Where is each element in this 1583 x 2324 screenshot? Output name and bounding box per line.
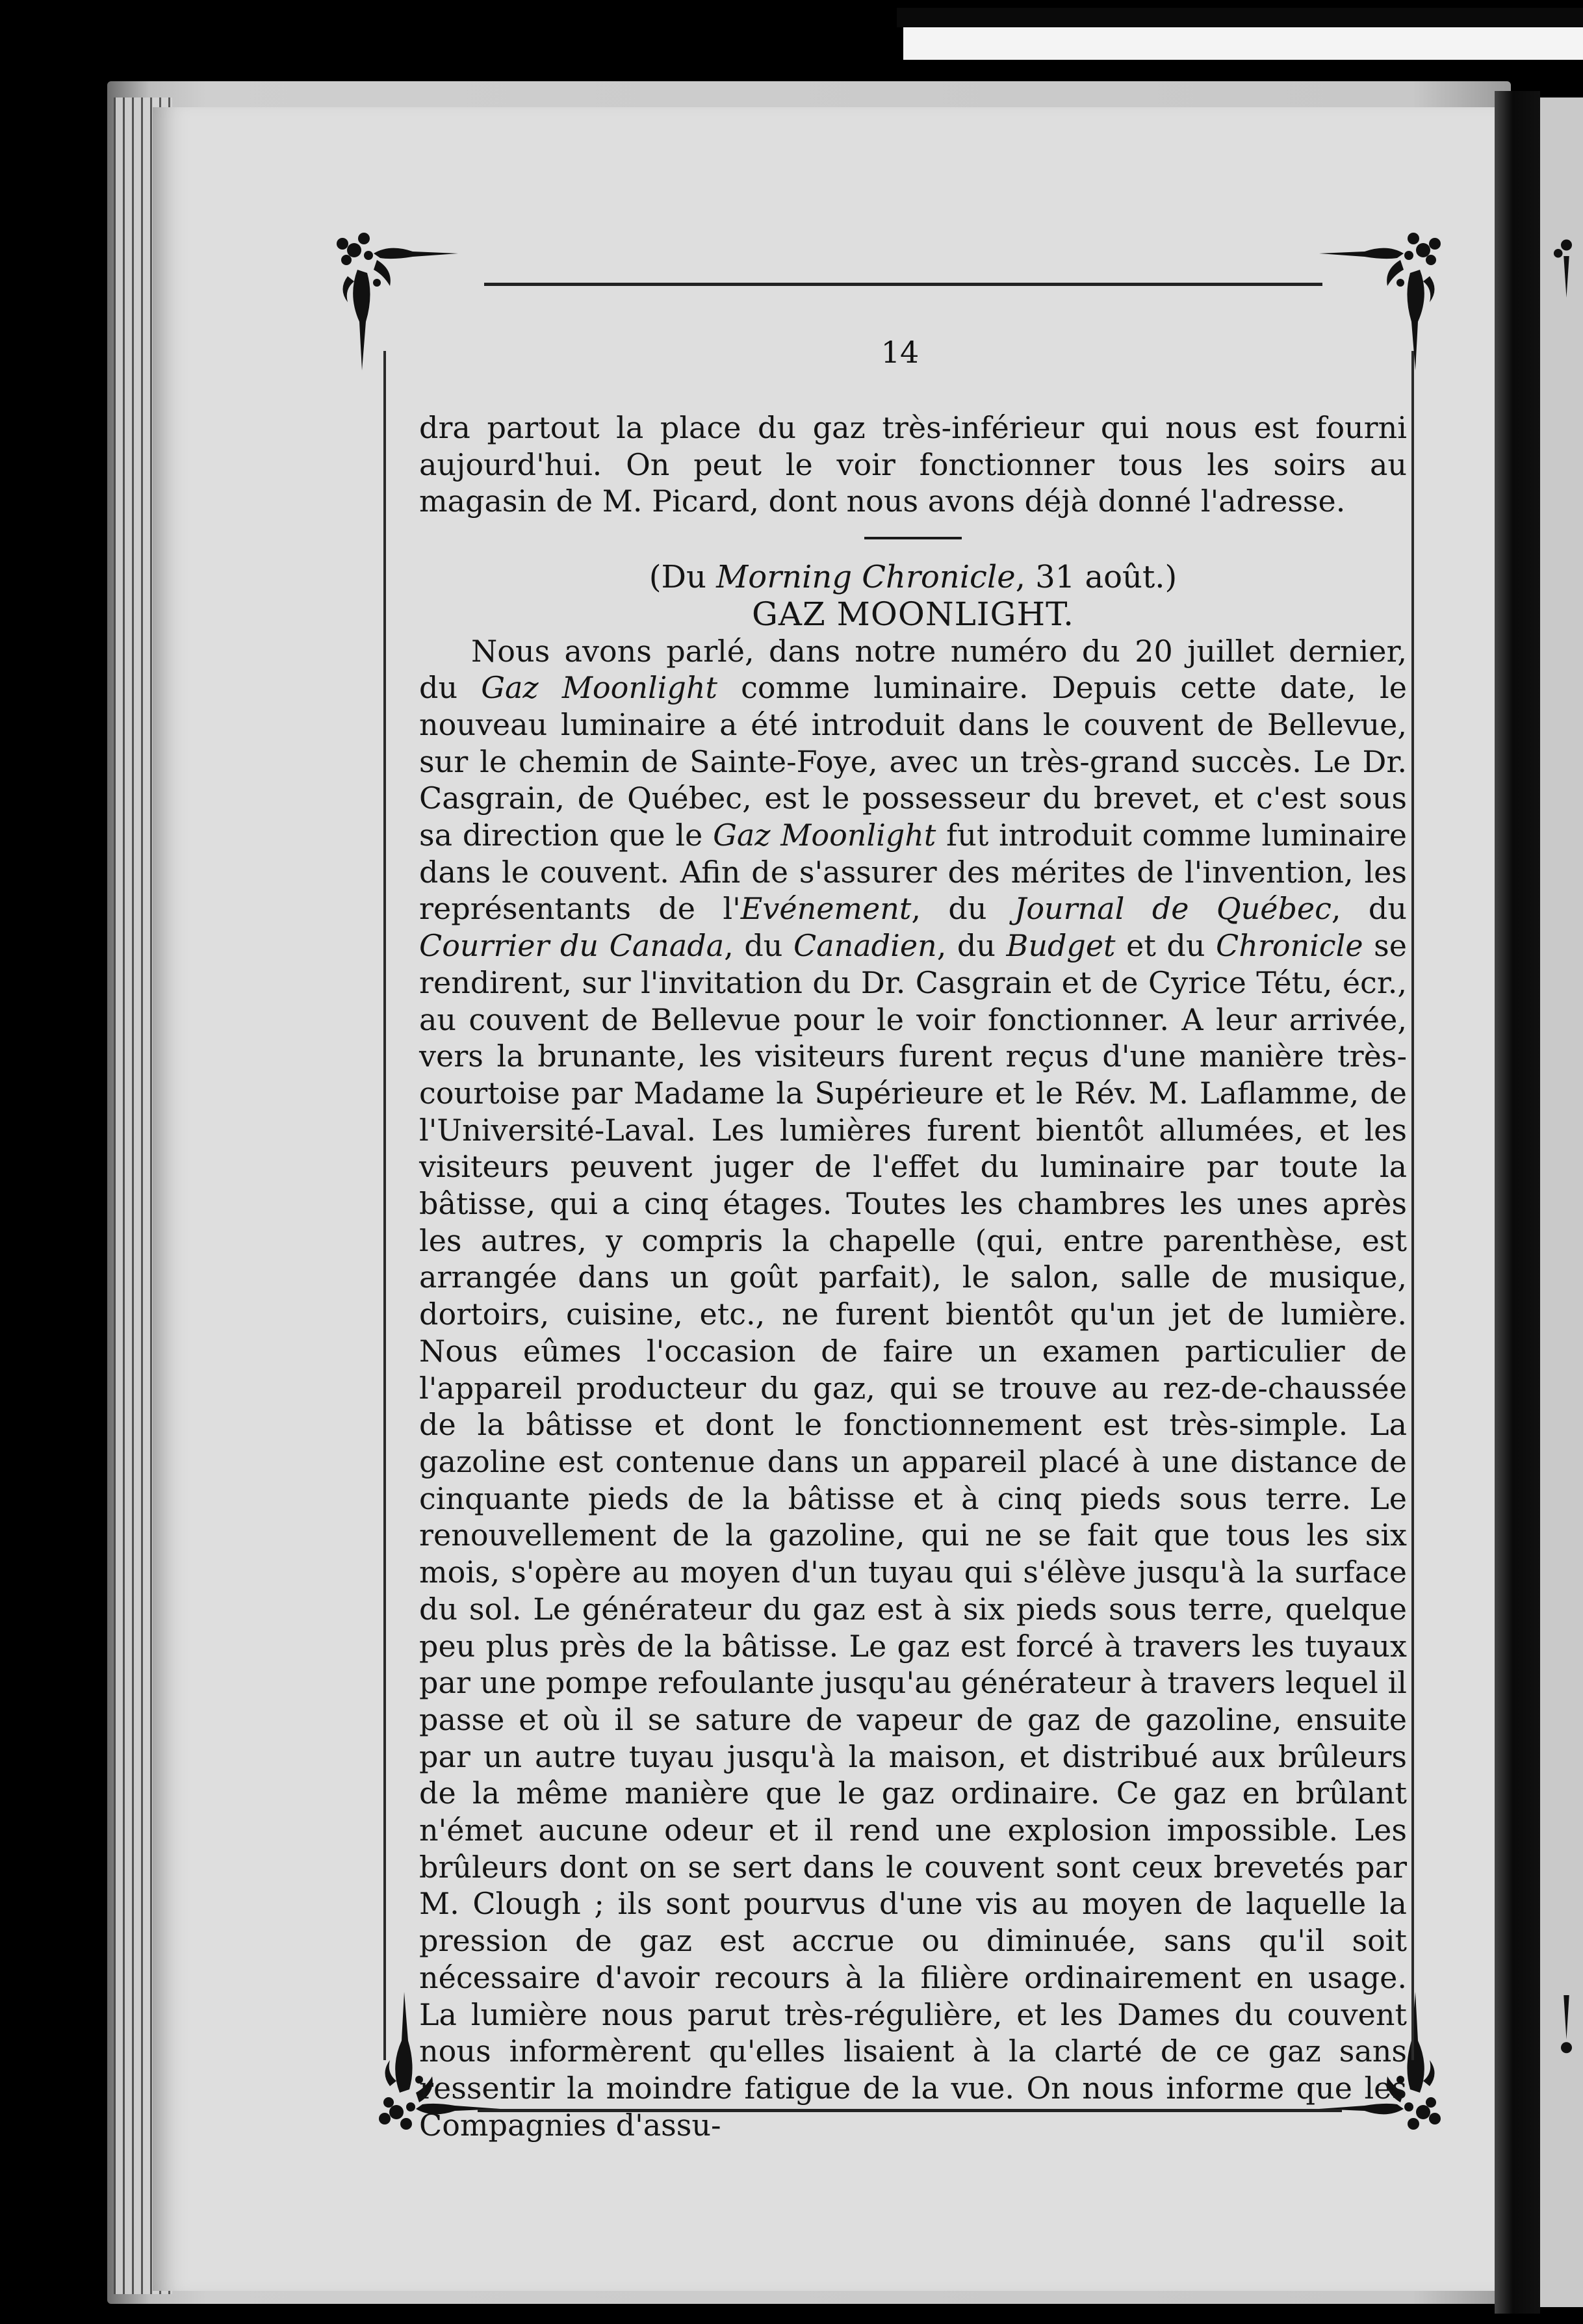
- intro-paragraph: dra partout la place du gaz très-inférieur qui nous est fourni aujourd'hui. On peut le voir fonctionner tous les soirs au magasin de M. Picard, dont nous avons déjà donné l'adresse.: [419, 410, 1407, 519]
- book-gutter: [1495, 91, 1540, 2314]
- section-separator: [864, 537, 962, 539]
- article-source-paper: Morning Chronicle: [716, 559, 1016, 596]
- article-text-run: , du: [724, 928, 793, 964]
- frame-rule-right: [1411, 351, 1414, 2060]
- article-text-run: Nous avons parlé, dans notre numéro du 20 juillet dernier, du: [419, 633, 1407, 706]
- article-text-run: , du: [1331, 891, 1407, 927]
- article-text-run: se rendirent, sur l'invitation du Dr. Casgrain et de Cyrice Tétu, écr., au couvent de Bellevue pour le voir fonctionner. A leur arrivée, vers la brunante, les visiteurs furent reçus d'une manière très-courtoise par Madame la Supérieure et le Rév. M. Laflamme, de l'Université-Laval. Les lumières furent bientôt allumées, et les visiteurs peuvent juger de l'effet du luminaire par toute la bâtisse, qui a cinq étages. Toutes les chambres les unes après les autres, y compris la chapelle (qui, entre parenthèse, est arrangée dans un goût parfait), le salon, salle de musique, dortoirs, cuisine, etc., ne furent bientôt qu'un jet de lumière. Nous eûmes l'occasion de faire un examen particulier de l'appareil producteur du gaz, qui se trouve au rez-de-chaussée de la bâtisse et dont le fonctionnement est très-simple. La gazoline est contenue dans un appareil placé à une distance de cinquante pieds de la bâtisse et à cinq pieds sous terre. Le renouvellement de la gazoline, qui ne se fait que tous les six mois, s'opère au moyen d'un tuyau qui s'élève jusqu'à la surface du sol. Le générateur du gaz est à six pieds sous terre, quelque peu plus près de la bâtisse. Le gaz est forcé à travers les tuyaux par une pompe refoulante jusqu'au générateur à travers lequel il passe et où il se sature de vapeur de gaz de gazoline, ensuite par un autre tuyau jusqu'à la maison, et distribué aux brûleurs de la même manière que le gaz ordinaire. Ce gaz en brûlant n'émet aucune odeur et il rend une explosion impossible. Les brûleurs dont on se sert dans le couvent sont ceux brevetés par M. Clough ; ils sont pourvus d'une vis au moyen de laquelle la pression de gaz est accrue ou diminuée, sans qu'il soit nécessaire d'avoir recours à la filière ordinairement en usage. La lumière nous parut très-régulière, et les Dames du couvent nous informèrent qu'elles lisaient à la clarté de ce gaz sans ressentir la moindre fatigue de la vue. On nous informe que les Compagnies d'assu-: [419, 928, 1407, 2143]
- article-body: [419, 633, 1407, 2144]
- article-italic-run: Evénement: [740, 891, 912, 927]
- article-text-run: , du: [936, 928, 1007, 964]
- corner-ornament-top-left-icon: [328, 224, 458, 374]
- frame-rule-left: [383, 351, 386, 2060]
- next-page-ornament-bottom-icon: [1550, 1995, 1583, 2061]
- article-italic-run: Budget: [1006, 928, 1116, 964]
- corner-ornament-top-right-icon: [1319, 224, 1449, 374]
- article-text-run: comme luminaire. Depuis cette date, le nouveau luminaire a été introduit dans le couvent de Bellevue, sur le chemin de Sainte-Foye, avec un très-grand succès. Le Dr. Casgrain, de Québec, est le possesseur du brevet, et c'est sous sa direction que le: [419, 670, 1407, 853]
- scan-top-strip: [903, 27, 1583, 60]
- article-italic-run: Canadien: [793, 928, 937, 964]
- article-text-run: , du: [911, 891, 1014, 927]
- next-page-ornament-icon: [1550, 234, 1583, 300]
- article-italic-run: Gaz Moonlight: [481, 670, 717, 706]
- article-source: [419, 559, 1407, 596]
- article-source-open: (Du: [649, 559, 717, 596]
- article-text-run: et du: [1115, 928, 1216, 964]
- article-italic-run: Courrier du Canada: [419, 928, 725, 964]
- article-italic-run: Chronicle: [1216, 928, 1363, 964]
- frame-rule-top: [484, 283, 1322, 286]
- article-source-close: , 31 août.): [1015, 559, 1178, 596]
- text-block: [419, 409, 1407, 2143]
- article-headline: GAZ MOONLIGHT.: [751, 595, 1074, 633]
- article-italic-run: Journal de Québec: [1014, 891, 1332, 927]
- article-text-run: fut introduit comme luminaire dans le couvent. Afin de s'assurer des mérites de l'invention, les représentants de l': [419, 818, 1408, 927]
- page-number: 14: [881, 335, 920, 370]
- scan-top-bar: [897, 8, 1583, 27]
- article-italic-run: Gaz Moonlight: [713, 818, 936, 853]
- next-page-edge: [1540, 97, 1583, 2307]
